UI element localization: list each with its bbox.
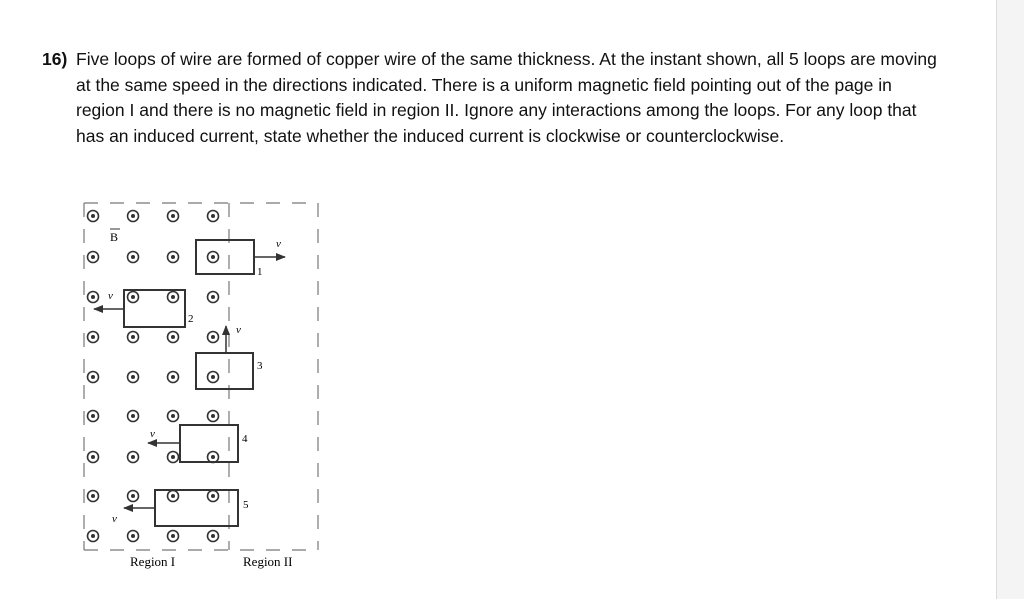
field-dot-center xyxy=(211,375,215,379)
field-boundary xyxy=(84,203,318,550)
field-dot-center xyxy=(131,214,135,218)
field-dot-center xyxy=(131,534,135,538)
field-dot-center xyxy=(131,375,135,379)
field-dot-center xyxy=(211,455,215,459)
region-1-label: Region I xyxy=(130,554,176,569)
region-2-label: Region II xyxy=(243,554,293,569)
velocity-label-4: v xyxy=(150,428,155,440)
field-dot-center xyxy=(211,255,215,259)
field-dot-center xyxy=(211,335,215,339)
loop-label-4: 4 xyxy=(242,433,248,445)
question-text: Five loops of wire are formed of copper wire of the same thickness. At the instant shown, all 5 loops are moving at the same speed in the directions indicated. There is a uniform magnetic field pointing out of the page in region I and there is no magnetic field in region II. Ignore any interactions among the loops. For any loop that has an induced current, state whether the induced current is clockwise or counterclockwise. xyxy=(76,49,937,146)
field-dot-center xyxy=(91,534,95,538)
field-dot-center xyxy=(91,414,95,418)
field-dot-center xyxy=(171,255,175,259)
loop-label-3: 3 xyxy=(257,360,263,372)
loop-4 xyxy=(148,425,248,462)
field-dot-center xyxy=(131,335,135,339)
field-dot-center xyxy=(211,494,215,498)
field-dot-center xyxy=(171,375,175,379)
field-dot-center xyxy=(91,455,95,459)
field-dot-center xyxy=(91,214,95,218)
field-dot-center xyxy=(131,414,135,418)
field-dot-center xyxy=(211,214,215,218)
loop-label-2: 2 xyxy=(188,313,194,325)
field-dot-center xyxy=(91,335,95,339)
loop-label-1: 1 xyxy=(257,266,263,278)
vertical-scrollbar[interactable] xyxy=(996,0,1024,599)
field-dot-center xyxy=(91,295,95,299)
velocity-label-3: v xyxy=(236,324,241,336)
field-dot-center xyxy=(171,295,175,299)
field-dot-center xyxy=(91,494,95,498)
field-dots xyxy=(88,211,219,542)
field-dot-center xyxy=(91,255,95,259)
question-number: 16) xyxy=(42,49,68,69)
field-dot-center xyxy=(131,494,135,498)
field-dot-center xyxy=(171,214,175,218)
field-dot-center xyxy=(171,414,175,418)
velocity-label-2: v xyxy=(108,290,113,302)
field-dot-center xyxy=(131,255,135,259)
field-dot-center xyxy=(211,414,215,418)
loop-1 xyxy=(196,238,285,278)
field-dot-center xyxy=(91,375,95,379)
field-label: B xyxy=(110,230,119,244)
field-dot-center xyxy=(211,295,215,299)
field-dot-center xyxy=(171,494,175,498)
field-dot-center xyxy=(171,455,175,459)
field-dot-center xyxy=(211,534,215,538)
field-dot-center xyxy=(131,295,135,299)
field-dot-center xyxy=(171,335,175,339)
field-dot-center xyxy=(131,455,135,459)
velocity-label-1: v xyxy=(276,238,281,250)
field-dot-center xyxy=(171,534,175,538)
loop-label-5: 5 xyxy=(243,499,249,511)
velocity-label-5: v xyxy=(112,513,117,525)
